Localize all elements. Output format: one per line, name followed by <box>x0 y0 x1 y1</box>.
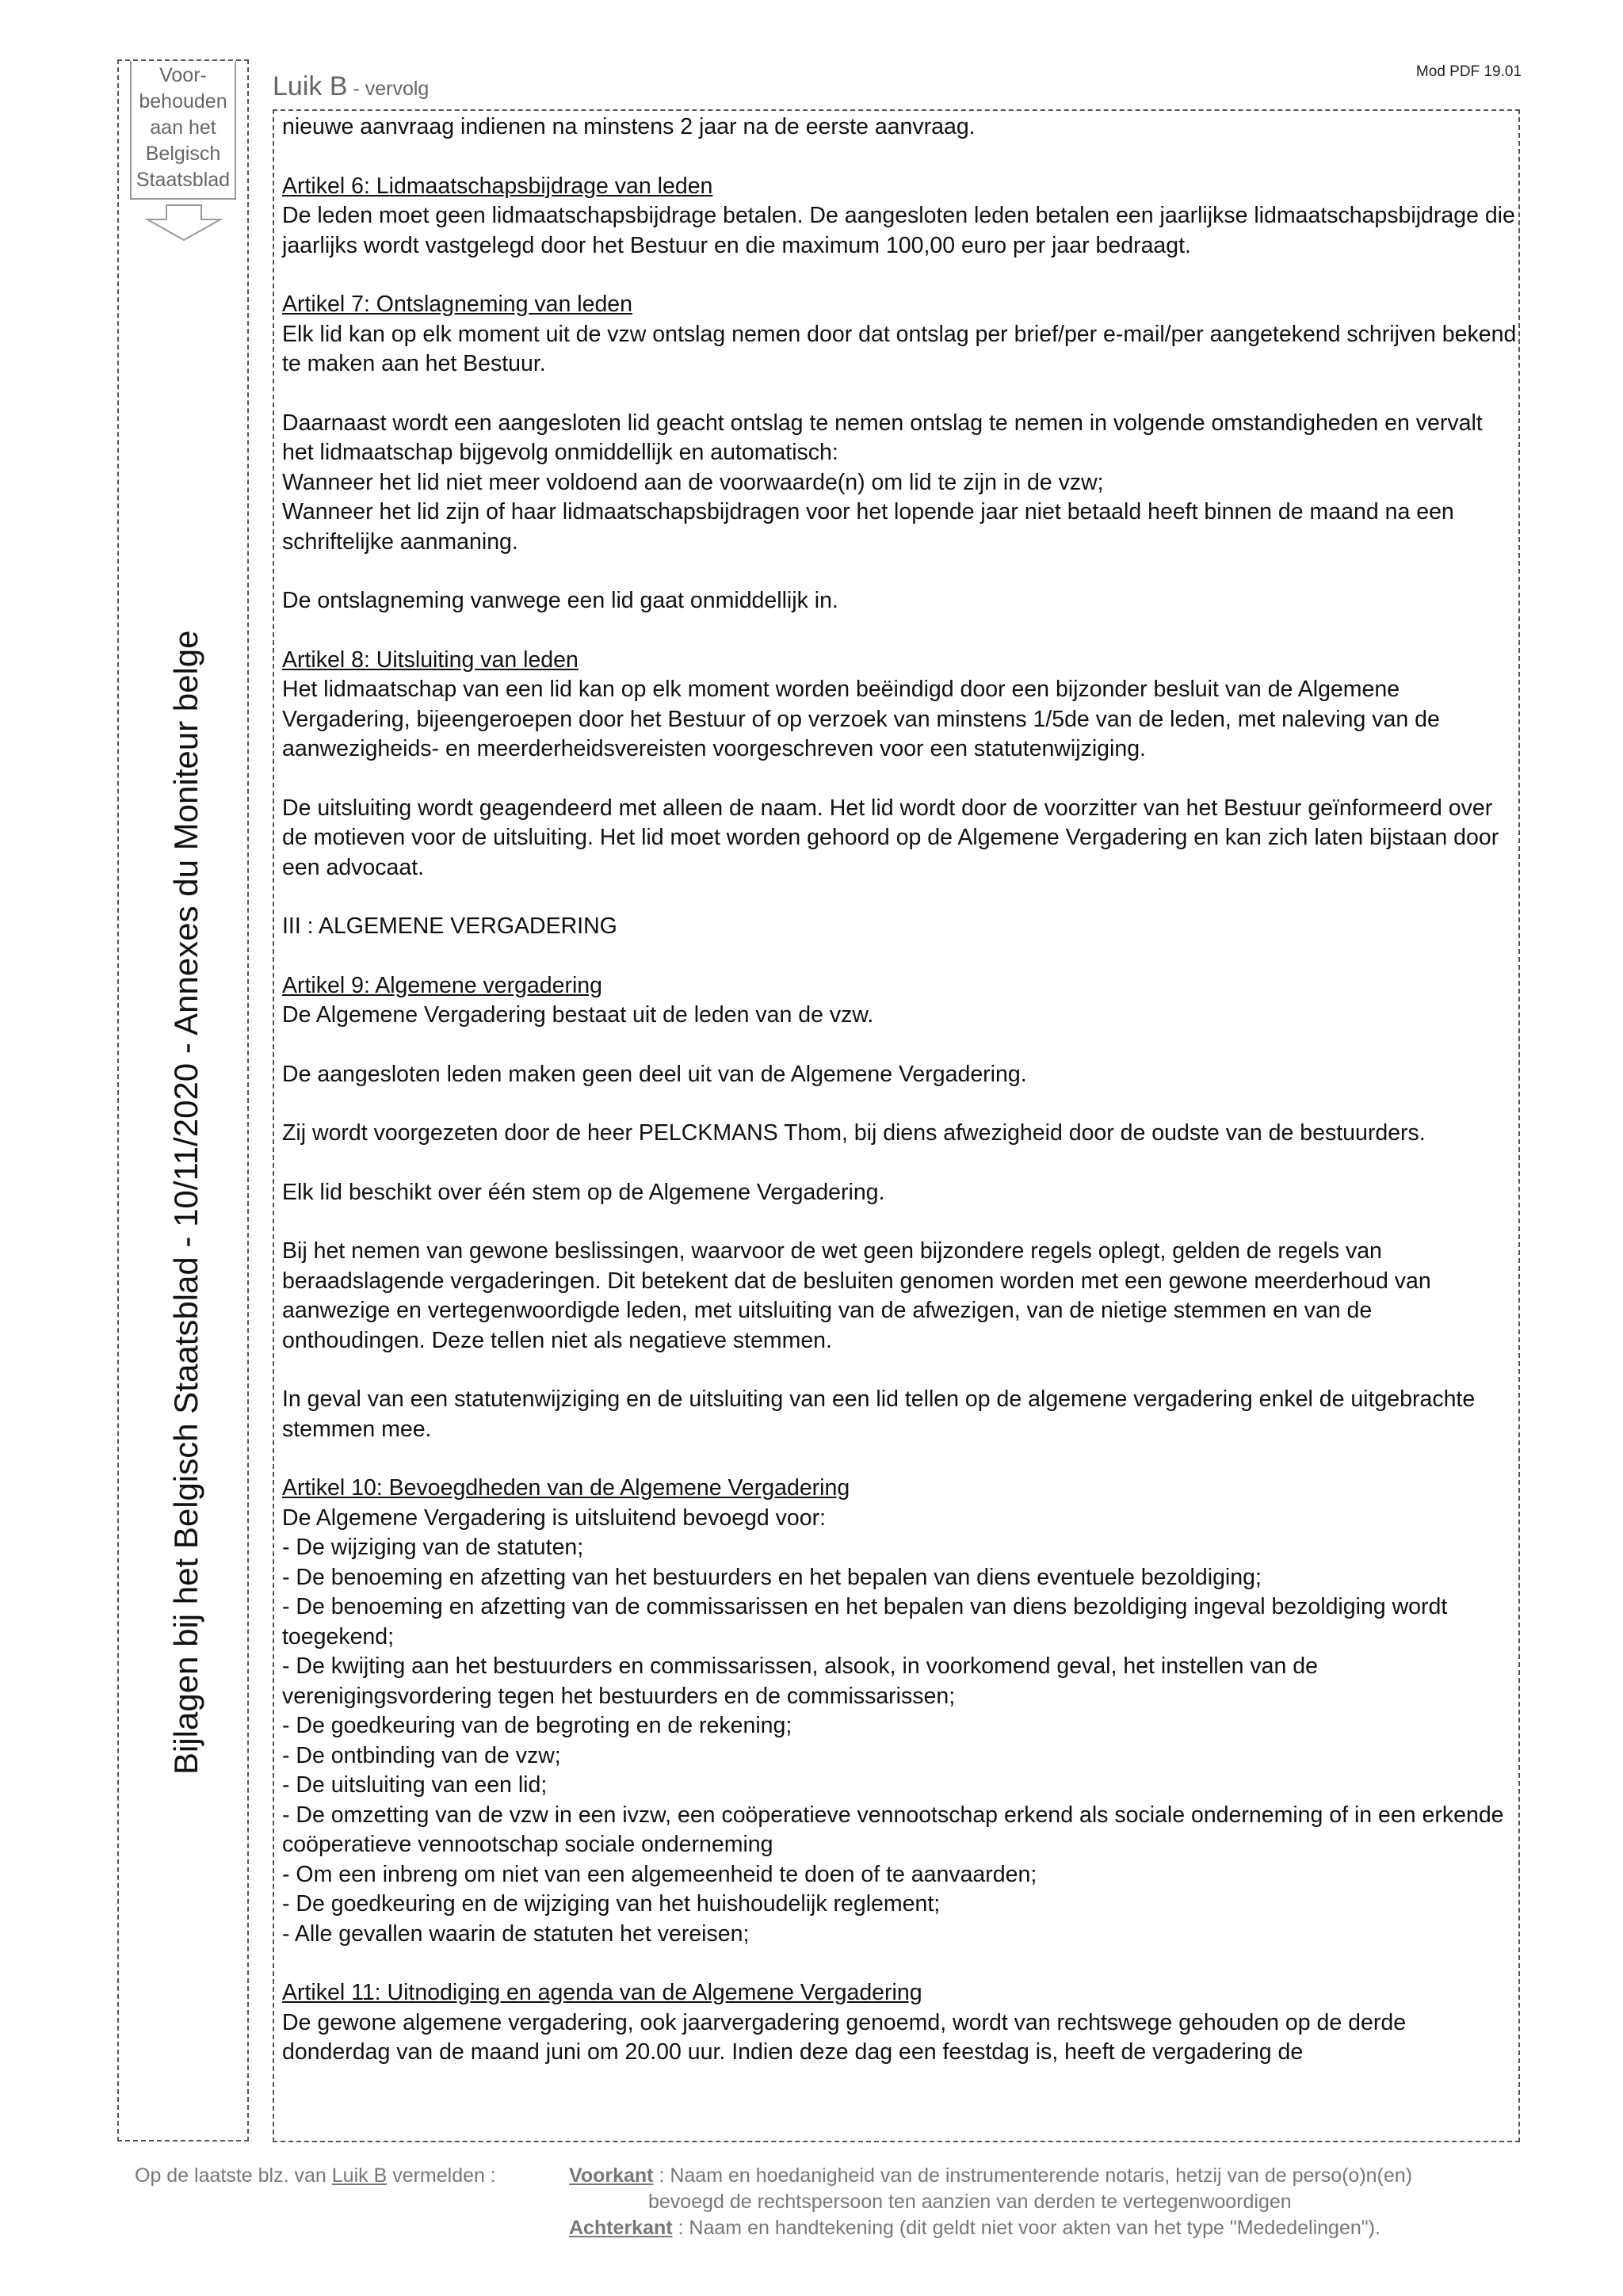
paragraph-line: De Algemene Vergadering is uitsluitend bevoegd voor: <box>282 1505 827 1531</box>
paragraph-line: Elk lid beschikt over één stem op de Algemene Vergadering. <box>282 1179 885 1205</box>
footer-left-suffix: vermelden : <box>387 2164 496 2187</box>
paragraph-line: Wanneer het lid zijn of haar lidmaatschapsbijdragen voor het lopende jaar niet betaald heeft binnen de maand na een schriftelijke aanmaning. <box>282 499 1454 555</box>
paragraph-line: - De ontbinding van de vzw; <box>282 1742 561 1768</box>
luik-label: Luik B <box>273 71 348 101</box>
reserved-line: aan het <box>150 116 216 139</box>
reserved-label <box>119 61 247 193</box>
vertical-publication-title: Bijlagen bij het Belgisch Staatsblad - 10/11/2020 - Annexes du Moniteur belge <box>167 630 204 1775</box>
article-section <box>282 971 1518 1031</box>
paragraph-line: De uitsluiting wordt geagendeerd met alleen de naam. Het lid wordt door de voorzitter van het Bestuur geïnformeerd over de motieven voor de uitsluiting. Het lid moet worden gehoord op de Algemene Vergadering en kan zich laten bijstaan door een advocaat. <box>282 795 1499 880</box>
achterkant-label: Achterkant <box>569 2217 673 2239</box>
document-body <box>273 109 1520 2142</box>
article-section <box>282 646 1518 765</box>
reserved-line: Staatsblad <box>136 169 231 191</box>
reserved-line: Voor- <box>159 64 207 86</box>
article-title: Artikel 11: Uitnodiging en agenda van de Algemene Vergadering <box>282 1980 922 2005</box>
footer-achterkant <box>569 2215 1529 2241</box>
article-title: Artikel 7: Ontslagneming van leden <box>282 292 633 317</box>
footer-voorkant <box>569 2163 1529 2189</box>
article-title: Artikel 6: Lidmaatschapsbijdrage van leden <box>282 173 713 199</box>
paragraph-line: nieuwe aanvraag indienen na minstens 2 jaar na de eerste aanvraag. <box>282 114 976 139</box>
paragraph <box>282 586 1518 616</box>
paragraph-line: Het lidmaatschap van een lid kan op elk moment worden beëindigd door een bijzonder besluit van de Algemene Vergadering, bijeengeroepen door het Bestuur of op verzoek van minstens 1/5de van de leden, met naleving van de aanwezigheids- en meerderheidsvereisten voorgeschreven voor een statutenwijziging. <box>282 677 1440 761</box>
footer-luik-link: Luik B <box>331 2164 388 2187</box>
paragraph-line: - Alle gevallen waarin de statuten het vereisen; <box>282 1920 750 1947</box>
reserved-line: Belgisch <box>145 143 221 165</box>
article-title: Artikel 8: Uitsluiting van leden <box>282 646 579 673</box>
form-version: Mod PDF 19.01 <box>1415 63 1522 80</box>
article-section <box>282 172 1518 261</box>
paragraph-line: - De benoeming en afzetting van de commissarissen en het bepalen van diens bezoldiging ingeval bezoldiging wordt toegekend; <box>282 1594 1448 1650</box>
paragraph-line: De leden moet geen lidmaatschapsbijdrage betalen. De aangesloten leden betalen een jaarlijkse lidmaatschapsbijdrage die jaarlijks wordt vastgelegd door het Bestuur en die maximum 100,00 euro per jaar bedraagt. <box>282 203 1515 258</box>
paragraph-line: De Algemene Vergadering bestaat uit de leden van de vzw. <box>282 1002 874 1028</box>
paragraph <box>282 1060 1518 1090</box>
paragraph-line: - De omzetting van de vzw in een ivzw, een coöperatieve vennootschap erkend als sociale onderneming of in een erkende coöperatieve vennootschap sociale onderneming <box>282 1802 1504 1857</box>
voorkant-text: : Naam en hoedanigheid van de instrumenterende notaris, hetzij van de perso(o)n(en) <box>653 2164 1413 2187</box>
paragraph <box>282 794 1518 883</box>
paragraph-line: Zij wordt voorgezeten door de heer PELCKMANS Thom, bij diens afwezigheid door de oudste van de bestuurders. <box>282 1120 1426 1146</box>
paragraph-line: III : ALGEMENE VERGADERING <box>282 913 617 939</box>
paragraph-line: De aangesloten leden maken geen deel uit van de Algemene Vergadering. <box>282 1061 1027 1087</box>
paragraph-line: - De goedkeuring en de wijziging van het huishoudelijk reglement; <box>282 1891 941 1917</box>
paragraph-line: De gewone algemene vergadering, ook jaarvergadering genoemd, wordt van rechtswege gehouden op de derde donderdag van de maand juni om 20.00 uur. Indien deze dag een feestdag is, heeft de vergadering de <box>282 2009 1407 2065</box>
paragraph-line: Bij het nemen van gewone beslissingen, waarvoor de wet geen bijzondere regels oplegt, gelden de regels van beraadslagende vergaderingen. Dit betekent dat de besluiten genomen worden met een gewone meerderhoud van aanwezige en vertegenwoordigde leden, met uitsluiting van de afwezigen, van de nietige stemmen en van de onthoudingen. Deze tellen niet als negatieve stemmen. <box>282 1238 1431 1353</box>
voorkant-label: Voorkant <box>569 2164 654 2187</box>
paragraph-line: - De wijziging van de statuten; <box>282 1535 584 1560</box>
paragraph-line: Wanneer het lid niet meer voldoend aan de voorwaarde(n) om lid te zijn in de vzw; <box>282 469 1104 495</box>
footer-left <box>135 2163 496 2189</box>
paragraph-line: - Om een inbreng om niet van een algemeenheid te doen of te aanvaarden; <box>282 1861 1037 1887</box>
footer-right <box>569 2163 1529 2241</box>
voorkant-text-continued: bevoegd de rechtspersoon ten aanzien van derden te vertegenwoordigen <box>648 2191 1292 2213</box>
paragraph <box>282 409 1518 558</box>
paragraph <box>282 1178 1518 1208</box>
article-title: Artikel 9: Algemene vergadering <box>282 972 602 998</box>
paragraph-line: - De benoeming en afzetting van het bestuurders en het bepalen van diens eventuele bezoldiging; <box>282 1564 1262 1590</box>
article-title: Artikel 10: Bevoegdheden van de Algemene Vergadering <box>282 1475 850 1501</box>
article-section <box>282 1978 1518 2068</box>
arrow-down-icon <box>144 204 223 243</box>
paragraph-line: In geval van een statutenwijziging en de uitsluiting van een lid tellen op de algemene vergadering enkel de uitgebrachte stemmen mee. <box>282 1386 1476 1442</box>
paragraph <box>282 1237 1518 1356</box>
achterkant-text: : Naam en handtekening (dit geldt niet voor akten van het type "Mededelingen"). <box>672 2217 1381 2239</box>
reserved-line: behouden <box>139 90 227 113</box>
paragraph-line: De ontslagneming vanwege een lid gaat onmiddellijk in. <box>282 588 838 613</box>
paragraph <box>282 1119 1518 1149</box>
luik-sub: - vervolg <box>347 78 430 100</box>
paragraph-line: - De goedkeuring van de begroting en de rekening; <box>282 1713 792 1738</box>
paragraph-line: - De uitsluiting van een lid; <box>282 1772 548 1798</box>
footer-left-prefix: Op de laatste blz. van <box>135 2164 332 2187</box>
article-section <box>282 1474 1518 1949</box>
paragraph-line: Daarnaast wordt een aangesloten lid geacht ontslag te nemen ontslag te nemen in volgende omstandigheden en vervalt het lidmaatschap bijgevolg onmiddellijk en automatisch: <box>282 410 1483 465</box>
section-header <box>273 71 429 102</box>
paragraph <box>282 1385 1518 1444</box>
paragraph <box>282 912 1518 942</box>
article-section <box>282 290 1518 379</box>
paragraph-line: Elk lid kan op elk moment uit de vzw ontslag nemen door dat ontslag per brief/per e-mail/per aangetekend schrijven bekend te maken aan het Bestuur. <box>282 321 1517 376</box>
paragraph <box>282 113 1518 143</box>
paragraph-line: - De kwijting aan het bestuurders en commissarissen, alsook, in voorkomend geval, het instellen van de verenigingsvordering tegen het bestuurders en de commissarissen; <box>282 1653 1318 1709</box>
